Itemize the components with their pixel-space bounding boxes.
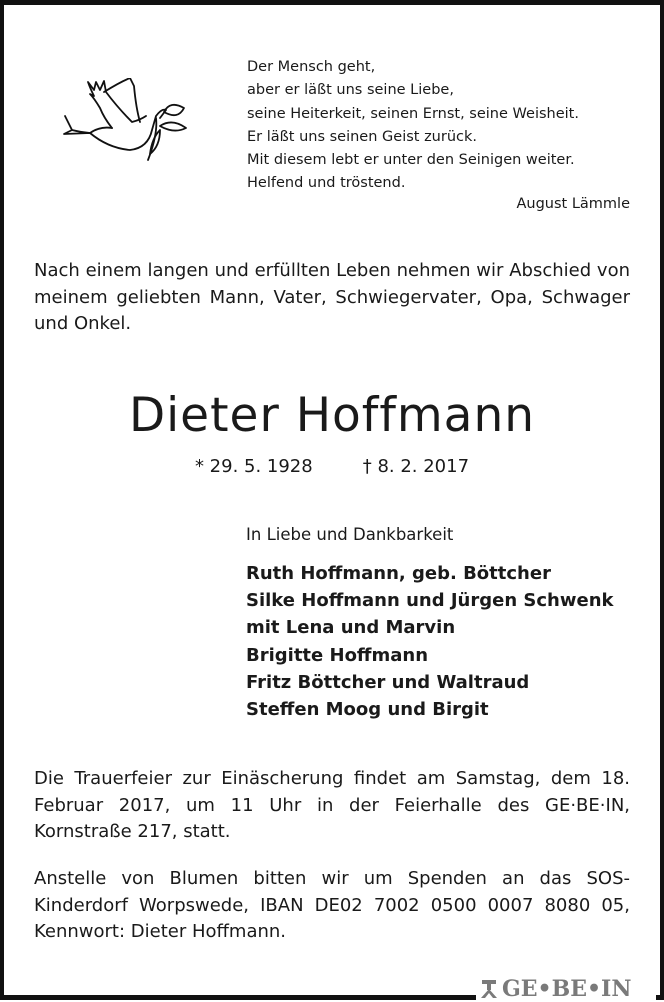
gebein-logo — [479, 974, 631, 1000]
poem-line: seine Heiterkeit, seinen Ernst, seine Weisheit. — [247, 105, 579, 122]
ceremony-info: Die Trauerfeier zur Einäscherung findet am Samstag, dem 18. Februar 2017, um 11 Uhr in der Feierhalle des GE·BE·IN, Kornstraße 217, statt. — [34, 768, 630, 842]
poem-line: Helfend und tröstend. — [247, 175, 406, 192]
mourner-name: Silke Hoffmann und Jürgen Schwenk — [246, 590, 614, 612]
poem-line: Mit diesem lebt er unter den Seinigen weiter. — [247, 152, 575, 169]
mourner-name: Ruth Hoffmann, geb. Böttcher — [246, 563, 551, 584]
poem-line: Der Mensch geht, — [247, 59, 376, 75]
dove-with-olive-branch-icon — [60, 78, 190, 170]
donation-info: Anstelle von Blumen bitten wir um Spenden an das SOS-Kinderdorf Worpswede, IBAN DE02 7002 0500 0007 8080 05, Kennwort: Dieter Hoffmann. — [34, 868, 630, 942]
bottom-border-left — [0, 995, 476, 1000]
death-date: † 8. 2. 2017 — [362, 456, 470, 477]
birth-date: * 29. 5. 1928 — [194, 456, 313, 477]
mourner-name: Fritz Böttcher und Waltraud — [246, 671, 530, 693]
poem-line: aber er läßt uns seine Liebe, — [247, 82, 454, 99]
mourner-name: Steffen Moog und Birgit — [246, 699, 489, 721]
intro-text: Nach einem langen und erfüllten Leben nehmen wir Abschied von meinem geliebten Mann, Vater, Schwiegervater, Opa, Schwager und Onkel. — [34, 260, 630, 334]
dedication: In Liebe und Dankbarkeit — [246, 525, 454, 544]
gebein-logo-icon — [479, 979, 499, 999]
bottom-border-right — [656, 995, 664, 1000]
mourner-name: mit Lena und Marvin — [246, 617, 456, 639]
deceased-name: Dieter Hoffmann — [128, 388, 536, 443]
poem-author: August Lämmle — [516, 196, 630, 212]
mourner-name: Brigitte Hoffmann — [246, 644, 429, 666]
life-dates — [0, 456, 664, 477]
poem — [247, 56, 579, 196]
logo-text: GE•BE•IN — [502, 976, 632, 1002]
mourner-list — [246, 560, 614, 723]
poem-line: Er läßt uns seinen Geist zurück. — [247, 128, 477, 145]
